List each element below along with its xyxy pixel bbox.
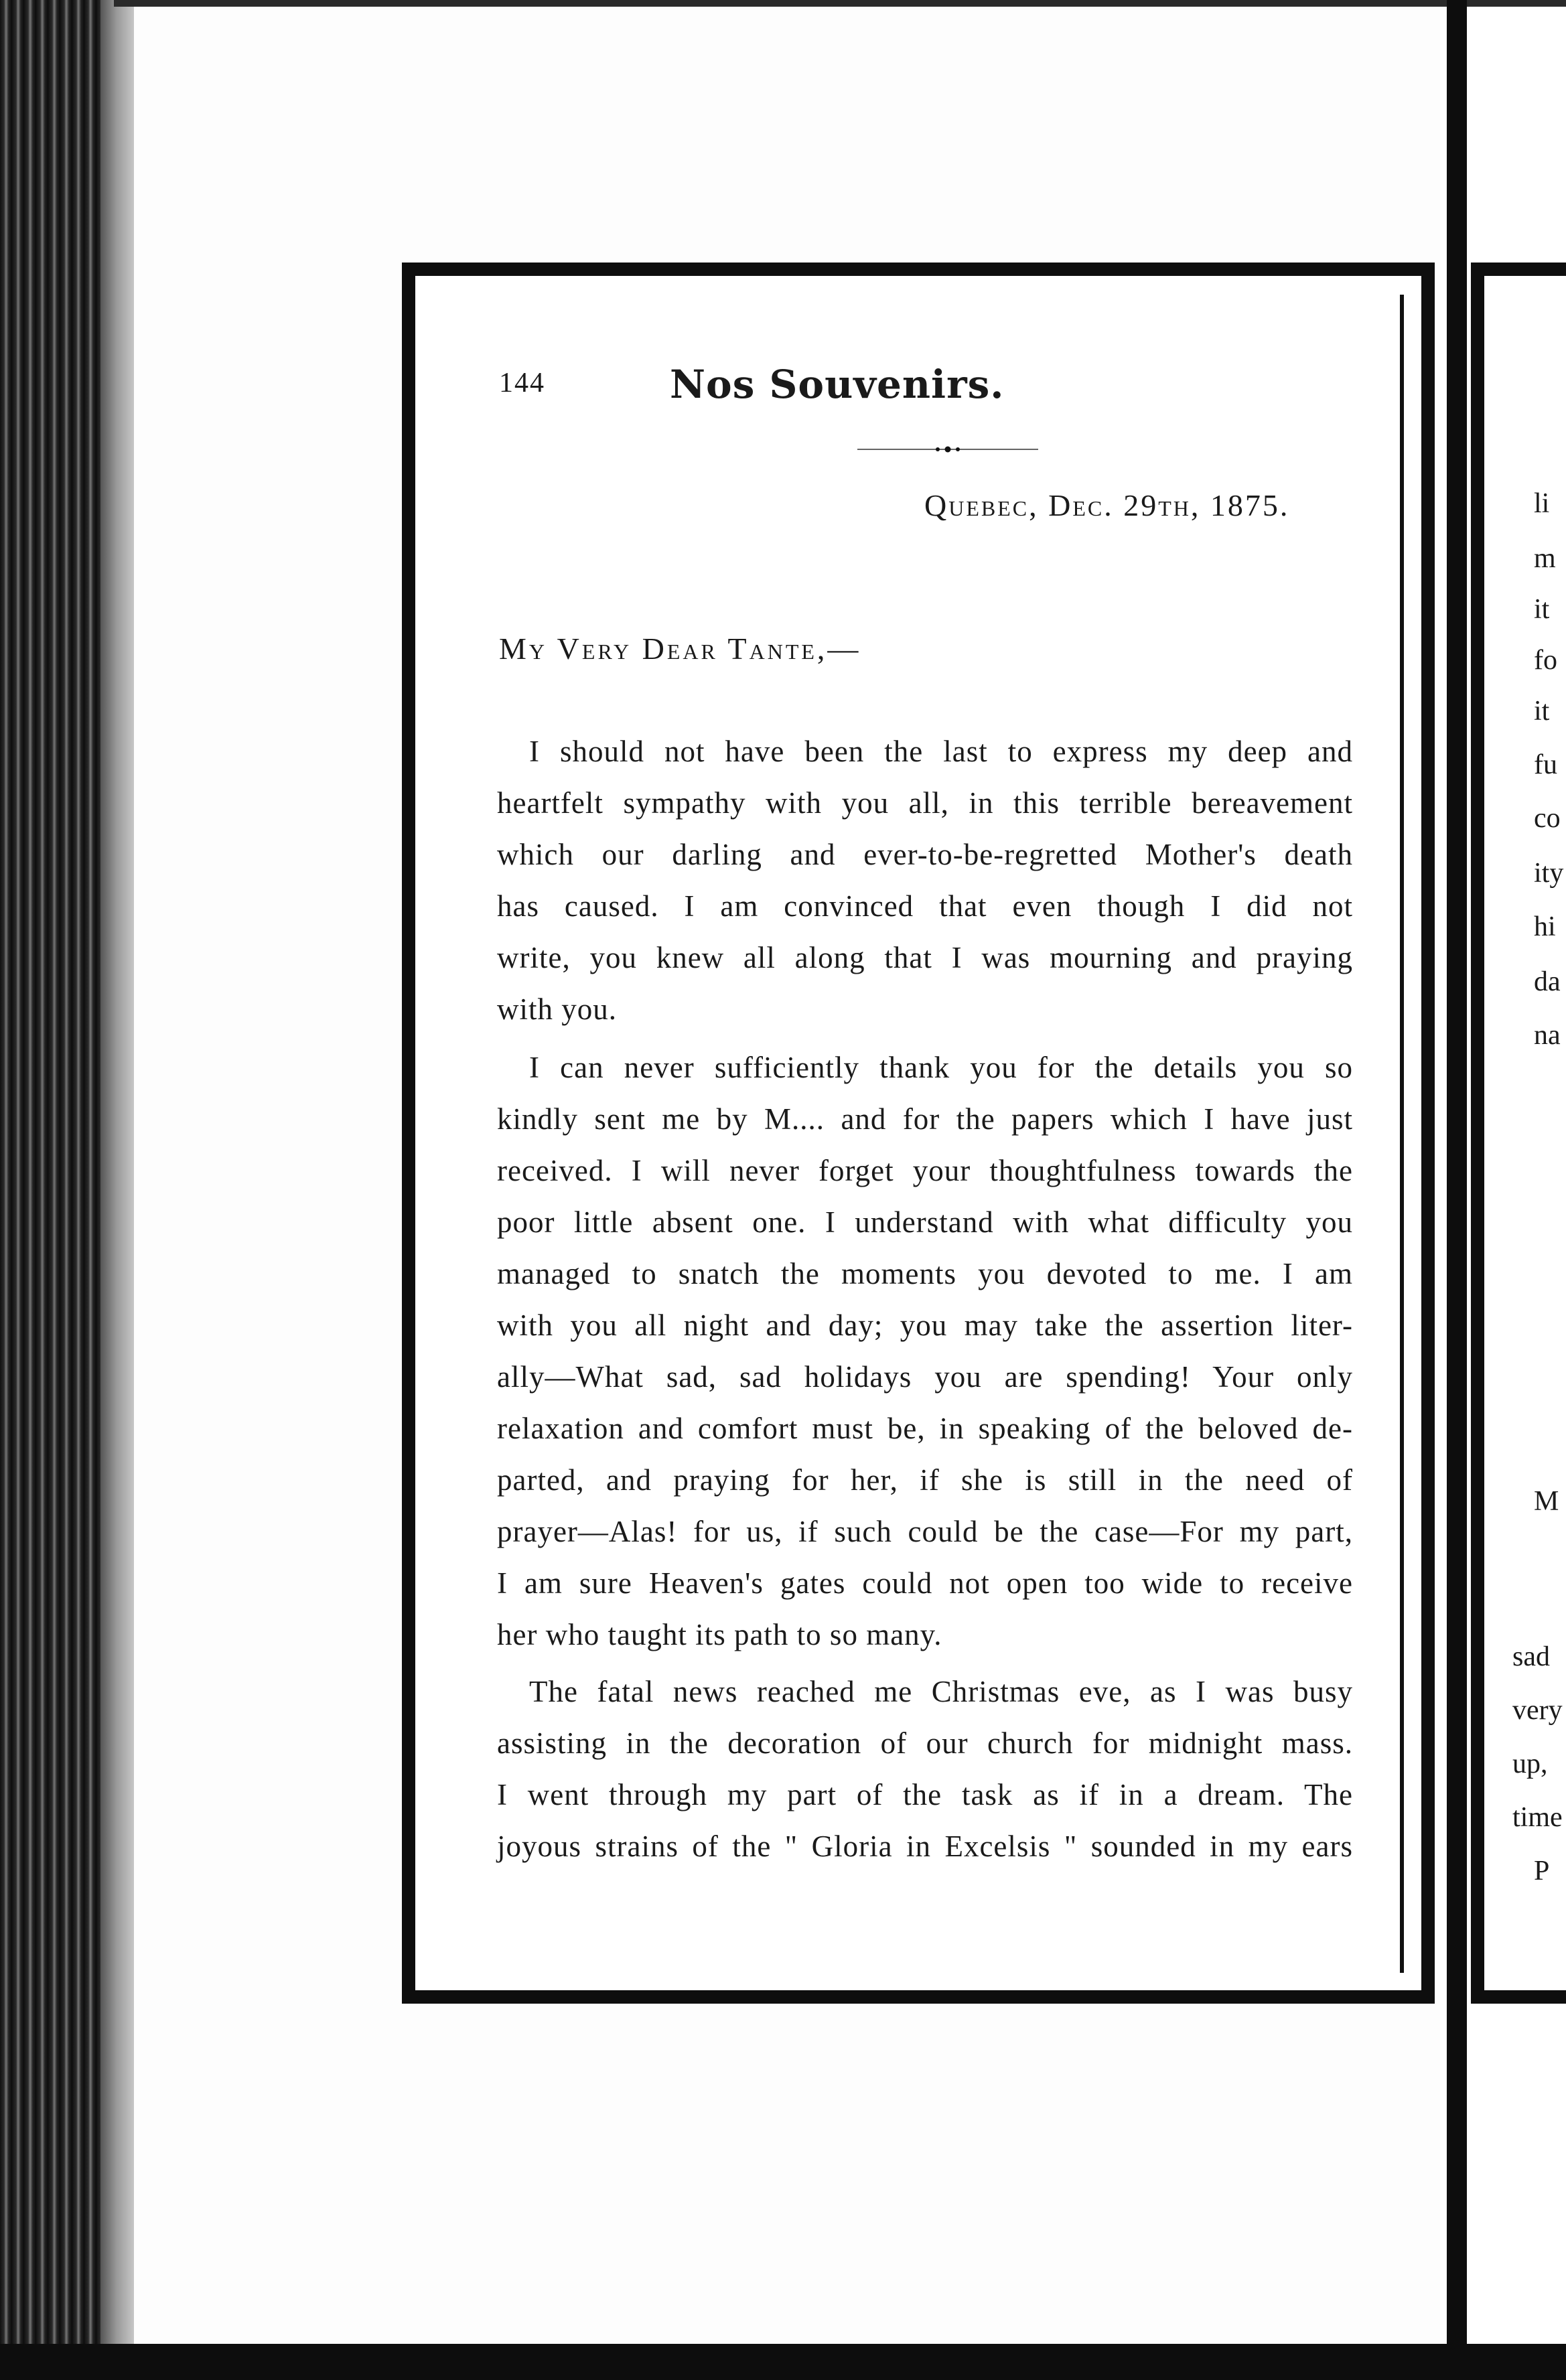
text-line: received. I will never forget your thoughtfulness towards the	[497, 1154, 1353, 1187]
text-line: with you all night and day; you may take the assertion liter-	[497, 1309, 1353, 1342]
text-line: I should not have been the last to express my deep and	[529, 735, 1353, 768]
fragment: very	[1512, 1695, 1563, 1726]
text-line: ally—What sad, sad holidays you are spending! Your only	[497, 1360, 1353, 1394]
letter-dateline: Quebec, Dec. 29th, 1875.	[924, 488, 1290, 522]
top-edge	[114, 0, 1566, 7]
text-line: I am sure Heaven's gates could not open too wide to receive	[497, 1566, 1353, 1600]
text-line: which our darling and ever-to-be-regretted Mother's death	[497, 838, 1353, 871]
text-line: managed to snatch the moments you devoted to me. I am	[497, 1257, 1353, 1290]
text-line: assisting in the decoration of our church for midnight mass.	[497, 1726, 1353, 1760]
ornament-divider	[857, 445, 1038, 454]
text-line: write, you knew all along that I was mourning and praying	[497, 941, 1353, 974]
text-line: poor little absent one. I understand with what difficulty you	[497, 1205, 1353, 1239]
text-line: The fatal news reached me Christmas eve, as I was busy	[529, 1675, 1353, 1708]
fragment: fo	[1534, 645, 1557, 676]
fragment: fu	[1534, 749, 1557, 780]
fragment: na	[1534, 1020, 1561, 1051]
fragment: ity	[1534, 858, 1564, 889]
text-line: her who taught its path to so many.	[497, 1618, 942, 1651]
fragment: co	[1534, 803, 1561, 834]
text-line: kindly sent me by M.... and for the papers which I have just	[497, 1102, 1353, 1136]
fragment: da	[1534, 966, 1561, 997]
fragment: m	[1534, 543, 1556, 574]
fragment: M	[1534, 1486, 1559, 1517]
page-number: 144	[499, 368, 545, 398]
text-line: with you.	[497, 992, 618, 1026]
text-line: has caused. I am convinced that even though I did not	[497, 889, 1353, 923]
fragment: it	[1534, 696, 1550, 727]
fragment: hi	[1534, 911, 1556, 942]
fragment: up,	[1512, 1749, 1548, 1779]
fragment: li	[1534, 488, 1550, 519]
bottom-edge	[0, 2344, 1566, 2380]
letter-salutation: My Very Dear Tante,—	[499, 631, 861, 666]
fragment: it	[1534, 594, 1550, 625]
text-line: I went through my part of the task as if in a dream. The	[497, 1778, 1353, 1811]
text-line: parted, and praying for her, if she is still in the need of	[497, 1463, 1353, 1497]
text-line: relaxation and comfort must be, in speaking of the beloved de-	[497, 1412, 1353, 1445]
gutter	[1447, 0, 1467, 2380]
running-title: Nos Souvenirs.	[670, 362, 1005, 407]
next-page-border	[1471, 263, 1566, 2004]
text-line: prayer—Alas! for us, if such could be the case—For my part,	[497, 1515, 1353, 1548]
fragment: time	[1512, 1802, 1563, 1833]
text-line: heartfelt sympathy with you all, in this terrible bereavement	[497, 786, 1353, 820]
text-line: joyous strains of the " Gloria in Excelsis " sounded in my ears	[497, 1830, 1353, 1863]
text-line: I can never sufficiently thank you for the details you so	[529, 1051, 1353, 1084]
fragment: P	[1534, 1856, 1550, 1886]
fragment: sad	[1512, 1641, 1550, 1672]
